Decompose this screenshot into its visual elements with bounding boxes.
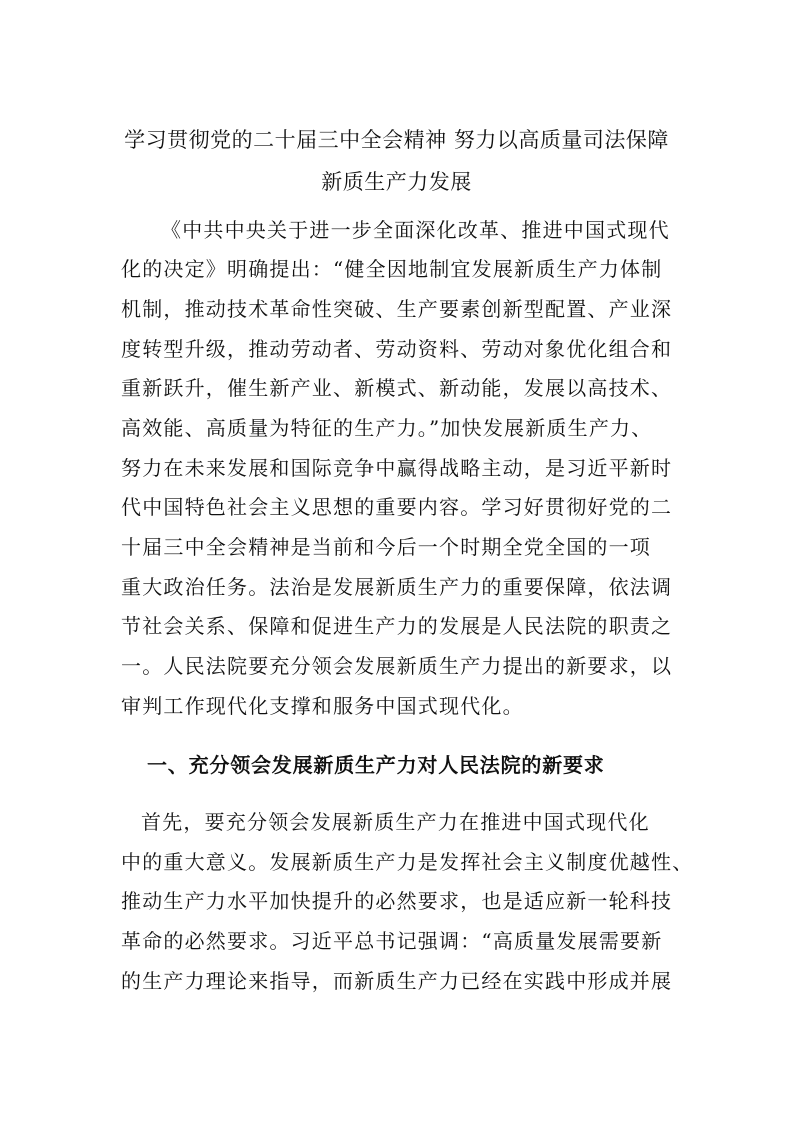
paragraph-1-line: 机制，推动技术革命性突破、生产要素创新型配置、产业深	[121, 297, 673, 321]
paragraph-1-line: 十届三中全会精神是当前和今后一个时期全党全国的一项	[121, 535, 651, 559]
paragraph-1-line: 努力在未来发展和国际竞争中赢得战略主动，是习近平新时	[121, 456, 673, 480]
paragraph-1-line: 重新跃升，催生新产业、新模式、新动能，发展以高技术、	[121, 376, 673, 400]
paragraph-1-line: 节社会关系、保障和促进生产力的发展是人民法院的职责之	[121, 614, 673, 638]
paragraph-2-line: 中的重大意义。发展新质生产力是发挥社会主义制度优越性、	[121, 850, 694, 874]
paragraph-1-line: 代中国特色社会主义思想的重要内容。学习好贯彻好党的二	[121, 495, 673, 519]
paragraph-1-line: 审判工作现代化支撑和服务中国式现代化。	[121, 694, 524, 718]
section-heading-1: 一、充分领会发展新质生产力对人民法院的新要求	[147, 753, 605, 777]
paragraph-2-line: 推动生产力水平加快提升的必然要求，也是适应新一轮科技	[121, 889, 673, 913]
paragraph-1-line: 重大政治任务。法治是发展新质生产力的重要保障，依法调	[121, 575, 673, 599]
paragraph-2-line: 革命的必然要求。习近平总书记强调：“高质量发展需要新	[121, 929, 663, 953]
paragraph-2-line: 的生产力理论来指导，而新质生产力已经在实践中形成并展	[121, 969, 673, 993]
paragraph-1-line: 高效能、高质量为特征的生产力。”加快发展新质生产力、	[121, 416, 653, 440]
paragraph-1-line: 度转型升级，推动劳动者、劳动资料、劳动对象优化组合和	[121, 337, 673, 361]
document-title-line-1: 学习贯彻党的二十届三中全会精神 努力以高质量司法保障	[124, 128, 669, 152]
paragraph-2-line: 首先，要充分领会发展新质生产力在推进中国式现代化	[141, 810, 650, 834]
paragraph-1-line: 《中共中央关于进一步全面深化改革、推进中国式现代	[161, 218, 670, 242]
paragraph-1-line: 化的决定》明确提出：“健全因地制宜发展新质生产力体制	[121, 257, 663, 281]
document-title-line-2: 新质生产力发展	[321, 170, 472, 194]
paragraph-1-line: 一。人民法院要充分领会发展新质生产力提出的新要求，以	[121, 654, 673, 678]
